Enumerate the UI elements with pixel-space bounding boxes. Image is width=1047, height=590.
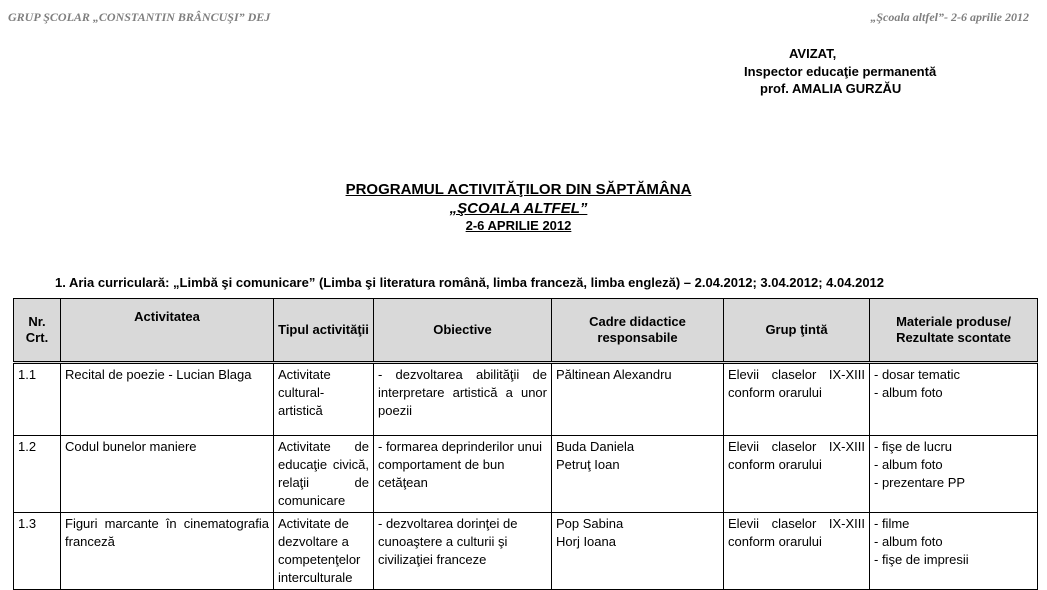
cell-materiale [870,513,1038,590]
cell-cadre [552,436,724,513]
header-grup: Grup ţintă [724,299,870,363]
table-row [14,363,1038,436]
table-row [14,436,1038,513]
avizat-name: prof. AMALIA GURZĂU [760,81,902,96]
cell-cadre [552,513,724,590]
cell-grup: Elevii claselor IX-XIII conform orarului [724,363,870,436]
cell-activitatea: Figuri marcante în cinematografia franceză [61,513,274,590]
table-header-row [14,299,1038,363]
cell-obiective: - dezvoltarea abilităţii de interpretare artistică a unor poezii [374,363,552,436]
cell-grup: Elevii claselor IX-XIII conform orarului [724,513,870,590]
material-item: - dosar tematic [874,367,960,382]
material-item: - filme [874,516,910,531]
cell-grup: Elevii claselor IX-XIII conform orarului [724,436,870,513]
avizat-inspector: Inspector educaţie permanentă [744,64,937,79]
cell-materiale [870,363,1038,436]
header-cadre: Cadre didactice responsabile [552,299,724,363]
table-row [14,513,1038,590]
event-header: „Şcoala altfel”- 2-6 aprilie 2012 [870,10,1029,24]
section-heading: 1. Aria curriculară: „Limbă şi comunicare” (Limba şi literatura română, limba franceză, limba engleză) – 2.04.2012; 3.04.2012; 4.04.2012 [55,275,885,290]
title-line-1: PROGRAMUL ACTIVITĂŢILOR DIN SĂPTĂMÂNA [345,181,692,198]
cell-nr: 1.1 [14,363,61,436]
avizat-label: AVIZAT, [789,46,837,61]
material-item: - album foto [874,457,943,472]
material-item: - prezentare PP [874,475,966,490]
header-obiective: Obiective [374,299,552,363]
teacher-name: Buda Daniela [556,439,635,454]
title-line-2: „ŞCOALA ALTFEL” [449,200,588,217]
teacher-name: Horj Ioana [556,534,616,549]
cell-materiale [870,436,1038,513]
cell-tipul: Activitate de dezvoltare a competenţelor interculturale [274,513,374,590]
cell-obiective: - formarea deprinderilor unui comportament de bun cetăţean [374,436,552,513]
document-title [0,180,1047,234]
header-tipul: Tipul activităţii [274,299,374,363]
cell-activitatea: Recital de poezie - Lucian Blaga [61,363,274,436]
material-item: - fişe de lucru [874,439,953,454]
cell-activitatea: Codul bunelor maniere [61,436,274,513]
teacher-name: Petruţ Ioan [556,457,620,472]
school-header: GRUP ŞCOLAR „CONSTANTIN BRÂNCUŞI” DEJ [8,10,271,24]
material-item: - fişe de impresii [874,552,969,567]
teacher-name: Păltinean Alexandru [556,367,672,382]
cell-nr: 1.3 [14,513,61,590]
title-line-3: 2-6 APRILIE 2012 [465,218,572,233]
activities-table [13,298,1038,590]
material-item: - album foto [874,534,943,549]
header-activitatea: Activitatea [61,299,274,363]
cell-nr: 1.2 [14,436,61,513]
teacher-name: Pop Sabina [556,516,624,531]
header-materiale: Materiale produse/ Rezultate scontate [870,299,1038,363]
cell-obiective: - dezvoltarea dorinţei de cunoaştere a culturii şi civilizaţiei franceze [374,513,552,590]
cell-cadre [552,363,724,436]
header-nr: Nr. Crt. [14,299,61,363]
material-item: - album foto [874,385,943,400]
cell-tipul: Activitate de educaţie civică, relaţii de comunicare [274,436,374,513]
cell-tipul: Activitate cultural-artistică [274,363,374,436]
